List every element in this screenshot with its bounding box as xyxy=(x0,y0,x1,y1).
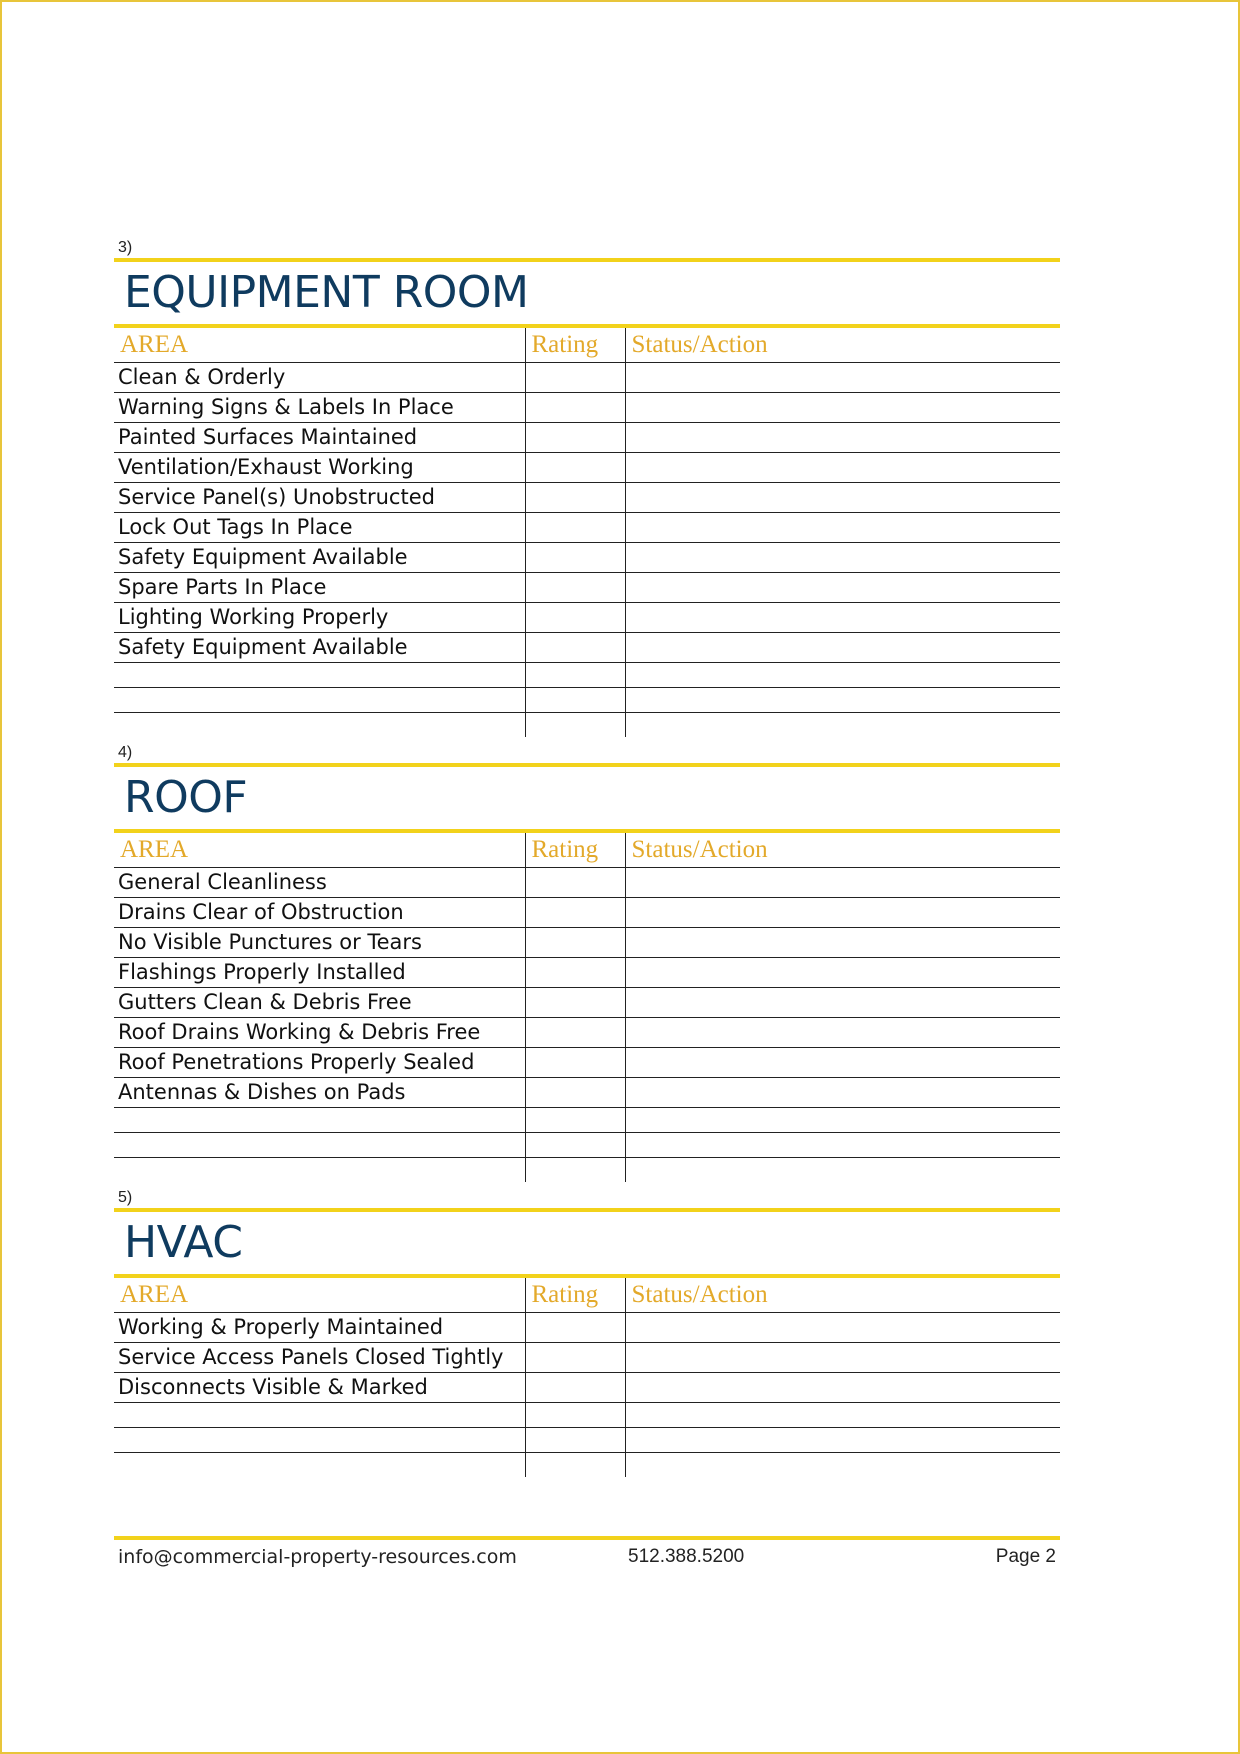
area-cell: Spare Parts In Place xyxy=(114,573,525,603)
area-cell: Flashings Properly Installed xyxy=(114,958,525,988)
rating-cell[interactable] xyxy=(525,713,625,738)
rating-cell[interactable] xyxy=(525,1018,625,1048)
column-header-rating: Rating xyxy=(525,833,625,868)
table-row xyxy=(114,1018,1060,1048)
table-row xyxy=(114,573,1060,603)
status-cell[interactable] xyxy=(625,1453,1060,1478)
area-cell: Working & Properly Maintained xyxy=(114,1313,525,1343)
blank-row xyxy=(114,713,1060,738)
status-cell[interactable] xyxy=(625,898,1060,928)
column-header-status: Status/Action xyxy=(625,833,1060,868)
status-cell[interactable] xyxy=(625,958,1060,988)
blank-row xyxy=(114,1453,1060,1478)
area-cell[interactable] xyxy=(114,1428,525,1453)
table-row xyxy=(114,1078,1060,1108)
rating-cell[interactable] xyxy=(525,1158,625,1183)
table-row xyxy=(114,928,1060,958)
area-cell: Service Access Panels Closed Tightly xyxy=(114,1343,525,1373)
area-cell[interactable] xyxy=(114,713,525,738)
status-cell[interactable] xyxy=(625,393,1060,423)
rating-cell[interactable] xyxy=(525,1373,625,1403)
rating-cell[interactable] xyxy=(525,603,625,633)
status-cell[interactable] xyxy=(625,1018,1060,1048)
checklist-table xyxy=(114,328,1060,737)
status-cell[interactable] xyxy=(625,868,1060,898)
rating-cell[interactable] xyxy=(525,423,625,453)
area-cell: Roof Penetrations Properly Sealed xyxy=(114,1048,525,1078)
area-cell: Drains Clear of Obstruction xyxy=(114,898,525,928)
rating-cell[interactable] xyxy=(525,543,625,573)
section-roof xyxy=(114,743,1060,1182)
status-cell[interactable] xyxy=(625,483,1060,513)
page-footer xyxy=(114,1536,1060,1574)
area-cell: Roof Drains Working & Debris Free xyxy=(114,1018,525,1048)
rating-cell[interactable] xyxy=(525,1428,625,1453)
blank-row xyxy=(114,663,1060,688)
status-cell[interactable] xyxy=(625,713,1060,738)
area-cell[interactable] xyxy=(114,1108,525,1133)
status-cell[interactable] xyxy=(625,633,1060,663)
status-cell[interactable] xyxy=(625,1428,1060,1453)
status-cell[interactable] xyxy=(625,1373,1060,1403)
blank-row xyxy=(114,1133,1060,1158)
rating-cell[interactable] xyxy=(525,1133,625,1158)
rating-cell[interactable] xyxy=(525,1048,625,1078)
status-cell[interactable] xyxy=(625,543,1060,573)
rating-cell[interactable] xyxy=(525,868,625,898)
footer-phone: 512.388.5200 xyxy=(628,1546,745,1567)
table-row xyxy=(114,633,1060,663)
table-header-row xyxy=(114,833,1060,868)
status-cell[interactable] xyxy=(625,1158,1060,1183)
section-title: HVAC xyxy=(124,1217,243,1268)
status-cell[interactable] xyxy=(625,423,1060,453)
table-row xyxy=(114,363,1060,393)
section-title: ROOF xyxy=(124,772,248,823)
table-row xyxy=(114,868,1060,898)
area-cell: Gutters Clean & Debris Free xyxy=(114,988,525,1018)
rating-cell[interactable] xyxy=(525,393,625,423)
area-cell[interactable] xyxy=(114,1453,525,1478)
rating-cell[interactable] xyxy=(525,513,625,543)
checklist-table xyxy=(114,833,1060,1182)
table-row xyxy=(114,423,1060,453)
rating-cell[interactable] xyxy=(525,1313,625,1343)
rating-cell[interactable] xyxy=(525,1078,625,1108)
status-cell[interactable] xyxy=(625,1108,1060,1133)
column-header-area: AREA xyxy=(114,833,525,868)
column-header-status: Status/Action xyxy=(625,328,1060,363)
table-row xyxy=(114,1373,1060,1403)
table-row xyxy=(114,958,1060,988)
section-equipment-room xyxy=(114,238,1060,737)
status-cell[interactable] xyxy=(625,1403,1060,1428)
blank-row xyxy=(114,1428,1060,1453)
rating-cell[interactable] xyxy=(525,928,625,958)
area-cell[interactable] xyxy=(114,688,525,713)
status-cell[interactable] xyxy=(625,453,1060,483)
status-cell[interactable] xyxy=(625,573,1060,603)
section-number: 5) xyxy=(118,1189,133,1206)
section-hvac xyxy=(114,1188,1060,1477)
status-cell[interactable] xyxy=(625,513,1060,543)
area-cell: Painted Surfaces Maintained xyxy=(114,423,525,453)
rating-cell[interactable] xyxy=(525,1403,625,1428)
table-row xyxy=(114,603,1060,633)
area-cell: Service Panel(s) Unobstructed xyxy=(114,483,525,513)
column-header-area: AREA xyxy=(114,328,525,363)
column-header-status: Status/Action xyxy=(625,1278,1060,1313)
rating-cell[interactable] xyxy=(525,633,625,663)
table-row xyxy=(114,543,1060,573)
footer-email[interactable]: info@commercial-property-resources.com xyxy=(118,1546,517,1568)
table-row xyxy=(114,483,1060,513)
area-cell: Warning Signs & Labels In Place xyxy=(114,393,525,423)
blank-row xyxy=(114,1158,1060,1183)
table-row xyxy=(114,898,1060,928)
status-cell[interactable] xyxy=(625,988,1060,1018)
rating-cell[interactable] xyxy=(525,958,625,988)
blank-row xyxy=(114,1403,1060,1428)
table-row xyxy=(114,513,1060,543)
table-row xyxy=(114,1313,1060,1343)
area-cell: Clean & Orderly xyxy=(114,363,525,393)
status-cell[interactable] xyxy=(625,928,1060,958)
table-row xyxy=(114,1343,1060,1373)
column-header-rating: Rating xyxy=(525,1278,625,1313)
section-number: 4) xyxy=(118,744,133,761)
area-cell: Safety Equipment Available xyxy=(114,543,525,573)
blank-row xyxy=(114,688,1060,713)
area-cell[interactable] xyxy=(114,1403,525,1428)
status-cell[interactable] xyxy=(625,1078,1060,1108)
checklist-content xyxy=(114,238,1060,1477)
table-row xyxy=(114,393,1060,423)
blank-row xyxy=(114,1108,1060,1133)
table-row xyxy=(114,988,1060,1018)
area-cell: No Visible Punctures or Tears xyxy=(114,928,525,958)
status-cell[interactable] xyxy=(625,603,1060,633)
status-cell[interactable] xyxy=(625,1048,1060,1078)
status-cell[interactable] xyxy=(625,663,1060,688)
area-cell: Antennas & Dishes on Pads xyxy=(114,1078,525,1108)
rating-cell[interactable] xyxy=(525,988,625,1018)
rating-cell[interactable] xyxy=(525,1108,625,1133)
area-cell: Lighting Working Properly xyxy=(114,603,525,633)
area-cell[interactable] xyxy=(114,663,525,688)
area-cell: Safety Equipment Available xyxy=(114,633,525,663)
rating-cell[interactable] xyxy=(525,898,625,928)
checklist-table xyxy=(114,1278,1060,1477)
section-number: 3) xyxy=(118,239,133,256)
status-cell[interactable] xyxy=(625,688,1060,713)
rating-cell[interactable] xyxy=(525,688,625,713)
status-cell[interactable] xyxy=(625,1133,1060,1158)
page-number: Page 2 xyxy=(995,1546,1056,1567)
table-row xyxy=(114,453,1060,483)
footer-row xyxy=(114,1540,1060,1574)
area-cell: Lock Out Tags In Place xyxy=(114,513,525,543)
table-header-row xyxy=(114,1278,1060,1313)
table-row xyxy=(114,1048,1060,1078)
area-cell[interactable] xyxy=(114,1158,525,1183)
status-cell[interactable] xyxy=(625,1313,1060,1343)
area-cell: General Cleanliness xyxy=(114,868,525,898)
area-cell[interactable] xyxy=(114,1133,525,1158)
rating-cell[interactable] xyxy=(525,1453,625,1478)
area-cell: Disconnects Visible & Marked xyxy=(114,1373,525,1403)
rating-cell[interactable] xyxy=(525,663,625,688)
column-header-rating: Rating xyxy=(525,328,625,363)
rating-cell[interactable] xyxy=(525,453,625,483)
rating-cell[interactable] xyxy=(525,363,625,393)
status-cell[interactable] xyxy=(625,363,1060,393)
column-header-area: AREA xyxy=(114,1278,525,1313)
area-cell: Ventilation/Exhaust Working xyxy=(114,453,525,483)
rating-cell[interactable] xyxy=(525,1343,625,1373)
rating-cell[interactable] xyxy=(525,483,625,513)
rating-cell[interactable] xyxy=(525,573,625,603)
table-header-row xyxy=(114,328,1060,363)
status-cell[interactable] xyxy=(625,1343,1060,1373)
section-title: EQUIPMENT ROOM xyxy=(124,267,529,318)
